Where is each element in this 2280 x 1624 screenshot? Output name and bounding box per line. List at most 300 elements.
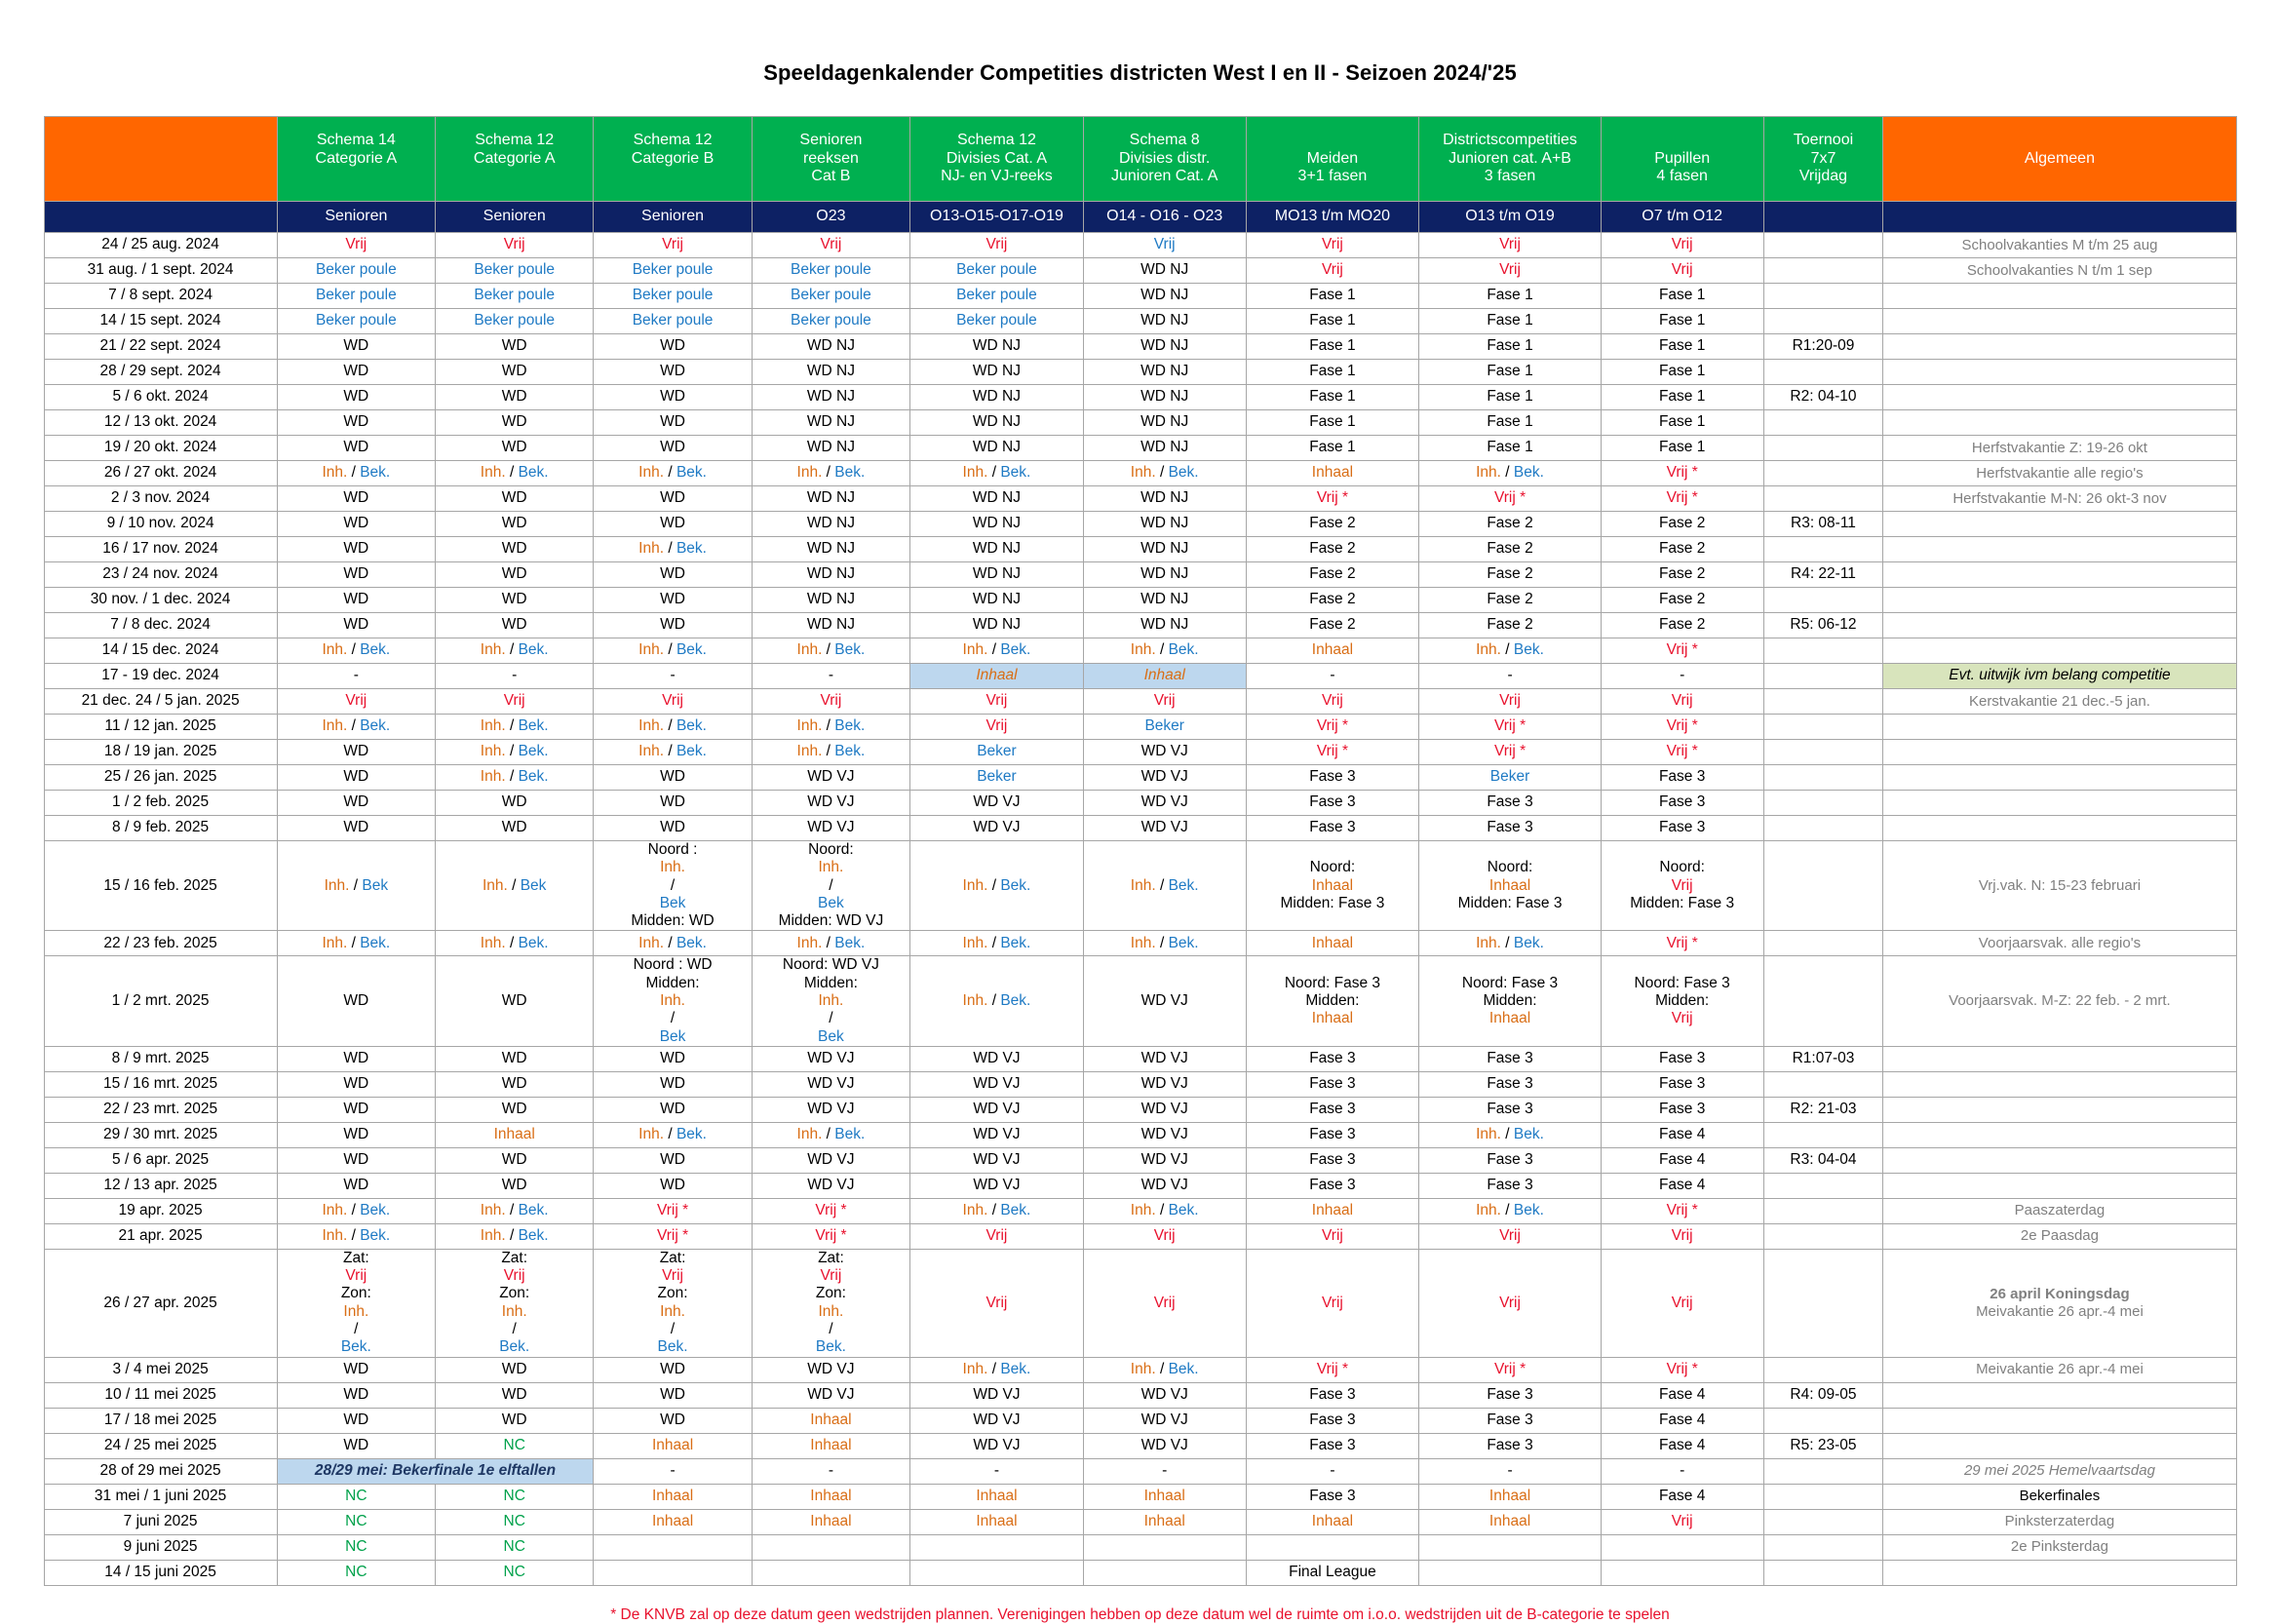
cell-value: -: [277, 664, 435, 689]
cell-value: Fase 1: [1246, 360, 1419, 385]
row-date: 7 / 8 sept. 2024: [44, 284, 277, 309]
cell-value: Vrij *: [1601, 486, 1763, 512]
cell-value: Vrij: [1246, 1249, 1419, 1357]
cell-value: Inhaal: [1083, 1484, 1246, 1509]
cell-value: WD: [594, 1408, 752, 1433]
table-row: [44, 1173, 2236, 1198]
table-row: [44, 436, 2236, 461]
cell-value: Beker poule: [277, 258, 435, 284]
cell-value: Fase 4: [1601, 1382, 1763, 1408]
header-cell-10: [1763, 117, 1883, 202]
table-row: [44, 1198, 2236, 1223]
cell-algemeen: 29 mei 2025 Hemelvaartsdag: [1883, 1458, 2236, 1484]
table-row: [44, 588, 2236, 613]
row-date: 5 / 6 apr. 2025: [44, 1147, 277, 1173]
cell-value: Inhaal: [594, 1484, 752, 1509]
cell-value: -: [1419, 1458, 1602, 1484]
cell-value: Vrij: [1419, 689, 1602, 715]
cell-value: WD VJ: [910, 1408, 1084, 1433]
cell-value: Beker poule: [594, 309, 752, 334]
cell-value: Vrij: [594, 233, 752, 258]
cell-value: Inhaal: [910, 1509, 1084, 1534]
cell-value: WD: [277, 1046, 435, 1071]
cell-value: Fase 1: [1419, 410, 1602, 436]
cell-value: Inh. / Bek.: [1419, 461, 1602, 486]
cell-value: [1419, 1534, 1602, 1560]
cell-value: Beker poule: [910, 284, 1084, 309]
cell-value: Inh. / Bek.: [910, 931, 1084, 956]
cell-value: [1763, 1484, 1883, 1509]
cell-value: WD VJ: [1083, 956, 1246, 1046]
cell-value: Fase 1: [1246, 334, 1419, 360]
page-title: Speeldagenkalender Competities districten West I en II - Seizoen 2024/'25: [763, 60, 1517, 85]
cell-value: Fase 3: [1246, 1071, 1419, 1097]
cell-value: WD: [594, 562, 752, 588]
cell-line-2: Zon: Inh. / Bek.: [340, 1285, 371, 1356]
row-date: 21 apr. 2025: [44, 1223, 277, 1249]
cell-value: WD VJ: [752, 791, 909, 816]
cell-value: WD: [436, 562, 594, 588]
cell-value: Fase 1: [1601, 410, 1763, 436]
cell-value: [1763, 258, 1883, 284]
cell-value: [1419, 1560, 1602, 1585]
cell-value: [1763, 486, 1883, 512]
cell-value: WD: [436, 791, 594, 816]
cell-value: Vrij *: [752, 1198, 909, 1223]
cell-value: Inh. / Bek.: [277, 1198, 435, 1223]
cell-algemeen: 2e Pinksterdag: [1883, 1534, 2236, 1560]
table-row: [44, 689, 2236, 715]
cell-algemeen: [1883, 1382, 2236, 1408]
cell-value: Fase 2: [1246, 613, 1419, 638]
cell-value: Fase 3: [1246, 1408, 1419, 1433]
cell-value: WD: [277, 956, 435, 1046]
cell-line-2: Midden: Fase 3: [1457, 894, 1563, 911]
cell-value: Fase 2: [1601, 562, 1763, 588]
cell-value: Beker poule: [277, 284, 435, 309]
cell-value: Inh. / Bek.: [436, 1198, 594, 1223]
cell-algemeen: [1883, 613, 2236, 638]
table-row: [44, 360, 2236, 385]
cell-value: WD NJ: [752, 512, 909, 537]
cell-value: Inhaal: [1419, 1484, 1602, 1509]
cell-value: WD: [277, 816, 435, 841]
row-date: 7 / 8 dec. 2024: [44, 613, 277, 638]
cell-value: Fase 1: [1601, 309, 1763, 334]
table-row: [44, 512, 2236, 537]
cell-value: Fase 4: [1601, 1484, 1763, 1509]
cell-value: -: [1083, 1458, 1246, 1484]
cell-value: Vrij: [1419, 1223, 1602, 1249]
cell-value: Fase 2: [1246, 562, 1419, 588]
cell-algemeen: [1883, 334, 2236, 360]
cell-line-2: Midden: Inhaal: [1305, 991, 1360, 1027]
cell-value: Inh. / Bek.: [436, 1223, 594, 1249]
cell-algemeen: [1883, 1071, 2236, 1097]
cell-value: [752, 956, 909, 1046]
cell-value: Inhaal: [1083, 1509, 1246, 1534]
cell-value: Vrij: [1601, 258, 1763, 284]
row-date: 14 / 15 juni 2025: [44, 1560, 277, 1585]
cell-value: WD NJ: [752, 410, 909, 436]
cell-algemeen: [1883, 537, 2236, 562]
row-date: 8 / 9 mrt. 2025: [44, 1046, 277, 1071]
cell-value: NC: [436, 1560, 594, 1585]
header-line: 4 fasen: [1656, 168, 1708, 185]
cell-value: WD: [594, 816, 752, 841]
cell-value: [1763, 436, 1883, 461]
cell-value: [752, 841, 909, 931]
cell-value: [752, 1534, 909, 1560]
cell-line-2: Zon: Inh. / Bek.: [815, 1285, 846, 1356]
cell-value: Fase 4: [1601, 1433, 1763, 1458]
cell-line-1: Noord: Inhaal: [1309, 859, 1356, 894]
cell-value: [1763, 309, 1883, 334]
header-line: NJ- en VJ-reeks: [941, 168, 1053, 185]
cell-value: Beker poule: [752, 284, 909, 309]
table-row: [44, 956, 2236, 1046]
table-row: [44, 638, 2236, 664]
cell-value: Vrij: [752, 233, 909, 258]
cell-value: WD: [436, 1071, 594, 1097]
cell-value: Inhaal: [1246, 931, 1419, 956]
cell-value: Inh. / Bek.: [1419, 1122, 1602, 1147]
cell-value: Inh. / Bek.: [910, 461, 1084, 486]
header-line: Meiden: [1306, 149, 1359, 167]
cell-value: Inh. / Bek.: [594, 715, 752, 740]
cell-line-1: Noord: Inhaal: [1487, 859, 1533, 894]
cell-value: NC: [436, 1509, 594, 1534]
cell-algemeen: Schoolvakanties N t/m 1 sep: [1883, 258, 2236, 284]
cell-line-2: Midden: Inhaal: [1483, 991, 1537, 1027]
cell-value: WD: [594, 1147, 752, 1173]
header-line: 7x7: [1810, 149, 1836, 167]
cell-value: [752, 1560, 909, 1585]
cell-algemeen: Schoolvakanties M t/m 25 aug: [1883, 233, 2236, 258]
cell-value: Beker poule: [594, 258, 752, 284]
cell-value: Fase 3: [1246, 1484, 1419, 1509]
cell-value: Inhaal: [436, 1122, 594, 1147]
cell-value: WD: [436, 385, 594, 410]
cell-value: Inh. / Bek.: [594, 931, 752, 956]
cell-value: WD VJ: [1083, 1408, 1246, 1433]
cell-value: Inhaal: [1083, 664, 1246, 689]
header-sub-7: MO13 t/m MO20: [1246, 202, 1419, 233]
cell-value: [1763, 1408, 1883, 1433]
cell-value: Fase 3: [1419, 1382, 1602, 1408]
cell-value: WD NJ: [910, 613, 1084, 638]
cell-value: Inh. / Bek.: [910, 1198, 1084, 1223]
cell-value: [436, 1249, 594, 1357]
cell-value: Inhaal: [594, 1509, 752, 1534]
header-line: Algemeen: [2024, 149, 2095, 167]
cell-value: [910, 1560, 1084, 1585]
cell-value: Inhaal: [1246, 1198, 1419, 1223]
cell-line-1: Noord: Fase 3: [1461, 974, 1559, 991]
cell-value: WD VJ: [910, 1173, 1084, 1198]
cell-value: Inhaal: [910, 664, 1084, 689]
cell-algemeen: [1883, 1122, 2236, 1147]
cell-value: Beker poule: [277, 309, 435, 334]
cell-value: WD NJ: [910, 512, 1084, 537]
table-row: [44, 1249, 2236, 1357]
cell-value: WD: [277, 334, 435, 360]
cell-value: Fase 1: [1419, 284, 1602, 309]
header-cell-0: [44, 117, 277, 202]
cell-algemeen: Herfstvakantie Z: 19-26 okt: [1883, 436, 2236, 461]
cell-value: Beker poule: [436, 284, 594, 309]
header-cell-11: [1883, 117, 2236, 202]
cell-value: [1083, 1534, 1246, 1560]
cell-value: [1763, 1560, 1883, 1585]
cell-value: WD NJ: [910, 562, 1084, 588]
cell-value: Fase 1: [1246, 410, 1419, 436]
cell-value: Fase 2: [1246, 588, 1419, 613]
cell-value: WD: [594, 512, 752, 537]
cell-value: WD VJ: [910, 1122, 1084, 1147]
cell-value: [1419, 841, 1602, 931]
header-cell-8: [1419, 117, 1602, 202]
row-date: 2 / 3 nov. 2024: [44, 486, 277, 512]
table-row: [44, 1046, 2236, 1071]
cell-value: WD: [436, 816, 594, 841]
cell-value: Vrij *: [1601, 1357, 1763, 1382]
row-date: 24 / 25 aug. 2024: [44, 233, 277, 258]
cell-algemeen: Vrj.vak. N: 15-23 februari: [1883, 841, 2236, 931]
cell-value: WD VJ: [752, 1357, 909, 1382]
table-row: [44, 1560, 2236, 1585]
header-line: Junioren Cat. A: [1110, 168, 1218, 185]
cell-value: Vrij: [1246, 233, 1419, 258]
cell-value: WD VJ: [752, 1173, 909, 1198]
calendar-table-wrapper: [44, 86, 2237, 1624]
header-line: Junioren cat. A+B: [1449, 149, 1571, 167]
cell-value: WD VJ: [752, 1147, 909, 1173]
cell-value: NC: [277, 1560, 435, 1585]
cell-value: [1763, 1509, 1883, 1534]
header-sub-8: O13 t/m O19: [1419, 202, 1602, 233]
cell-value: [594, 1534, 752, 1560]
cell-algemeen: [1883, 816, 2236, 841]
cell-line-2: Midden: Fase 3: [1280, 894, 1385, 911]
row-date: 28 of 29 mei 2025: [44, 1458, 277, 1484]
cell-value: WD: [594, 486, 752, 512]
cell-value: Inh. / Bek: [436, 841, 594, 931]
cell-value: WD VJ: [1083, 1382, 1246, 1408]
cell-value: WD NJ: [910, 410, 1084, 436]
cell-value: Inh. / Bek.: [752, 461, 909, 486]
cell-value: Inh. / Bek.: [910, 1357, 1084, 1382]
cell-value: WD: [436, 1147, 594, 1173]
header-line: [163, 150, 167, 167]
cell-value: -: [1601, 664, 1763, 689]
cell-value: WD: [277, 1357, 435, 1382]
cell-value: WD NJ: [1083, 562, 1246, 588]
cell-value: WD: [277, 613, 435, 638]
table-row: [44, 385, 2236, 410]
cell-value: -: [1601, 1458, 1763, 1484]
cell-value: Fase 1: [1419, 360, 1602, 385]
header-line: [2095, 150, 2099, 167]
cell-value: WD VJ: [1083, 1046, 1246, 1071]
cell-value: Inh. / Bek.: [1083, 841, 1246, 931]
cell-value: [594, 1249, 752, 1357]
cell-value: WD NJ: [910, 588, 1084, 613]
row-date: 22 / 23 feb. 2025: [44, 931, 277, 956]
cell-value: Inh. / Bek.: [436, 638, 594, 664]
cell-line-1: Noord: Vrij: [1659, 859, 1705, 894]
row-date: 17 - 19 dec. 2024: [44, 664, 277, 689]
cell-value: Fase 3: [1601, 1046, 1763, 1071]
cell-value: Inh. / Bek.: [910, 956, 1084, 1046]
table-row: [44, 309, 2236, 334]
row-date: 8 / 9 feb. 2025: [44, 816, 277, 841]
cell-value: WD NJ: [1083, 613, 1246, 638]
row-date: 26 / 27 apr. 2025: [44, 1249, 277, 1357]
row-date: 14 / 15 dec. 2024: [44, 638, 277, 664]
row-date: 7 juni 2025: [44, 1509, 277, 1534]
cell-value: -: [752, 664, 909, 689]
header-sub-1: Senioren: [277, 202, 435, 233]
cell-value: WD: [594, 1071, 752, 1097]
cell-algemeen: [1883, 410, 2236, 436]
cell-value: R5: 23-05: [1763, 1433, 1883, 1458]
row-date: 28 / 29 sept. 2024: [44, 360, 277, 385]
cell-value: NC: [277, 1509, 435, 1534]
cell-value: Inh. / Bek.: [1419, 638, 1602, 664]
cell-value: WD: [277, 1071, 435, 1097]
cell-value: Beker poule: [594, 284, 752, 309]
cell-value: WD VJ: [1083, 740, 1246, 765]
cell-value: WD: [436, 1382, 594, 1408]
cell-value: WD VJ: [1083, 1097, 1246, 1122]
cell-value: Inhaal: [594, 1433, 752, 1458]
header-line: Divisies distr.: [1119, 149, 1211, 167]
cell-value: Fase 3: [1246, 1097, 1419, 1122]
cell-value: Vrij *: [1246, 1357, 1419, 1382]
table-row: [44, 715, 2236, 740]
cell-value: NC: [277, 1534, 435, 1560]
cell-value: Fase 3: [1419, 1097, 1602, 1122]
table-row: [44, 841, 2236, 931]
cell-line-1: Noord : WD: [633, 956, 713, 974]
cell-value: WD: [594, 436, 752, 461]
row-date: 12 / 13 okt. 2024: [44, 410, 277, 436]
footnote: * De KNVB zal op deze datum geen wedstrijden plannen. Verenigingen hebben op deze datum wel de ruimte om i.o.o. wedstrijden uit de B-categorie te spelen: [610, 1605, 1670, 1623]
cell-algemeen: Meivakantie 26 apr.-4 mei: [1883, 1357, 2236, 1382]
cell-value: Vrij *: [1419, 740, 1602, 765]
cell-value: Vrij: [1601, 1223, 1763, 1249]
cell-value: WD: [436, 334, 594, 360]
cell-line-1: Zat: Vrij: [342, 1249, 369, 1285]
cell-value: WD NJ: [1083, 486, 1246, 512]
cell-value: [1763, 1357, 1883, 1382]
cell-value: Fase 3: [1246, 1433, 1419, 1458]
cell-value: [1419, 956, 1602, 1046]
cell-value: [1763, 1071, 1883, 1097]
cell-value: WD VJ: [752, 765, 909, 791]
cell-value: R1:20-09: [1763, 334, 1883, 360]
cell-value: Vrij: [910, 689, 1084, 715]
cell-value: Vrij: [1246, 1223, 1419, 1249]
table-row: [44, 816, 2236, 841]
cell-algemeen: Voorjaarsvak. alle regio's: [1883, 931, 2236, 956]
cell-line-1: Noord : Inh. / Bek: [647, 841, 698, 911]
cell-value: Vrij: [1601, 233, 1763, 258]
cell-algemeen: [1883, 765, 2236, 791]
cell-value: WD: [436, 1097, 594, 1122]
cell-value: Inh. / Bek.: [436, 461, 594, 486]
cell-value: [594, 841, 752, 931]
cell-value: -: [436, 664, 594, 689]
cell-value: Fase 2: [1601, 537, 1763, 562]
cell-algemeen: Evt. uitwijk ivm belang competitie: [1883, 664, 2236, 689]
cell-value: Inh. / Bek.: [752, 931, 909, 956]
cell-line-1: Zat: Vrij: [501, 1249, 528, 1285]
cell-value: Fase 1: [1601, 360, 1763, 385]
cell-value: Fase 4: [1601, 1408, 1763, 1433]
cell-value: [1601, 1534, 1763, 1560]
cell-value: WD NJ: [752, 486, 909, 512]
cell-value: Fase 4: [1601, 1122, 1763, 1147]
cell-algemeen: [1883, 638, 2236, 664]
cell-line-1: Noord: WD VJ: [782, 956, 879, 974]
cell-value: WD NJ: [1083, 410, 1246, 436]
cell-value: Inh. / Bek.: [752, 740, 909, 765]
cell-value: WD VJ: [1083, 1173, 1246, 1198]
cell-value: WD: [594, 1097, 752, 1122]
table-body: [44, 233, 2236, 1586]
cell-line-2: Midden: WD VJ: [778, 912, 884, 930]
row-date: 26 / 27 okt. 2024: [44, 461, 277, 486]
cell-value: WD: [594, 588, 752, 613]
table-row: [44, 1122, 2236, 1147]
cell-value: WD NJ: [752, 537, 909, 562]
cell-value: WD: [436, 512, 594, 537]
cell-algemeen: [1883, 385, 2236, 410]
cell-value: WD: [594, 1357, 752, 1382]
cell-value: Vrij *: [594, 1223, 752, 1249]
cell-line-2: Zon: Inh. / Bek.: [657, 1285, 688, 1356]
header-cell-6: [1083, 117, 1246, 202]
cell-value: [1763, 689, 1883, 715]
cell-value: [1763, 1249, 1883, 1357]
cell-value: WD: [277, 1433, 435, 1458]
cell-value: WD: [436, 588, 594, 613]
cell-value: WD VJ: [752, 816, 909, 841]
header-line: Categorie A: [315, 149, 398, 167]
cell-value: R2: 21-03: [1763, 1097, 1883, 1122]
cell-value: WD NJ: [1083, 385, 1246, 410]
cell-value: Vrij: [436, 689, 594, 715]
header-line: Schema 12: [475, 131, 555, 148]
cell-value: R4: 09-05: [1763, 1382, 1883, 1408]
table-row: [44, 664, 2236, 689]
cell-value: Beker: [910, 740, 1084, 765]
cell-value: [594, 1560, 752, 1585]
cell-algemeen: [1883, 588, 2236, 613]
cell-value: Vrij *: [1246, 715, 1419, 740]
cell-value: WD: [594, 334, 752, 360]
cell-value: -: [910, 1458, 1084, 1484]
cell-value: Fase 3: [1601, 816, 1763, 841]
cell-value: Vrij: [1083, 1249, 1246, 1357]
table-row: [44, 1484, 2236, 1509]
cell-value: Fase 2: [1419, 512, 1602, 537]
cell-value: Fase 2: [1246, 537, 1419, 562]
cell-value: WD VJ: [910, 1071, 1084, 1097]
cell-value: Inh. / Bek.: [752, 1122, 909, 1147]
